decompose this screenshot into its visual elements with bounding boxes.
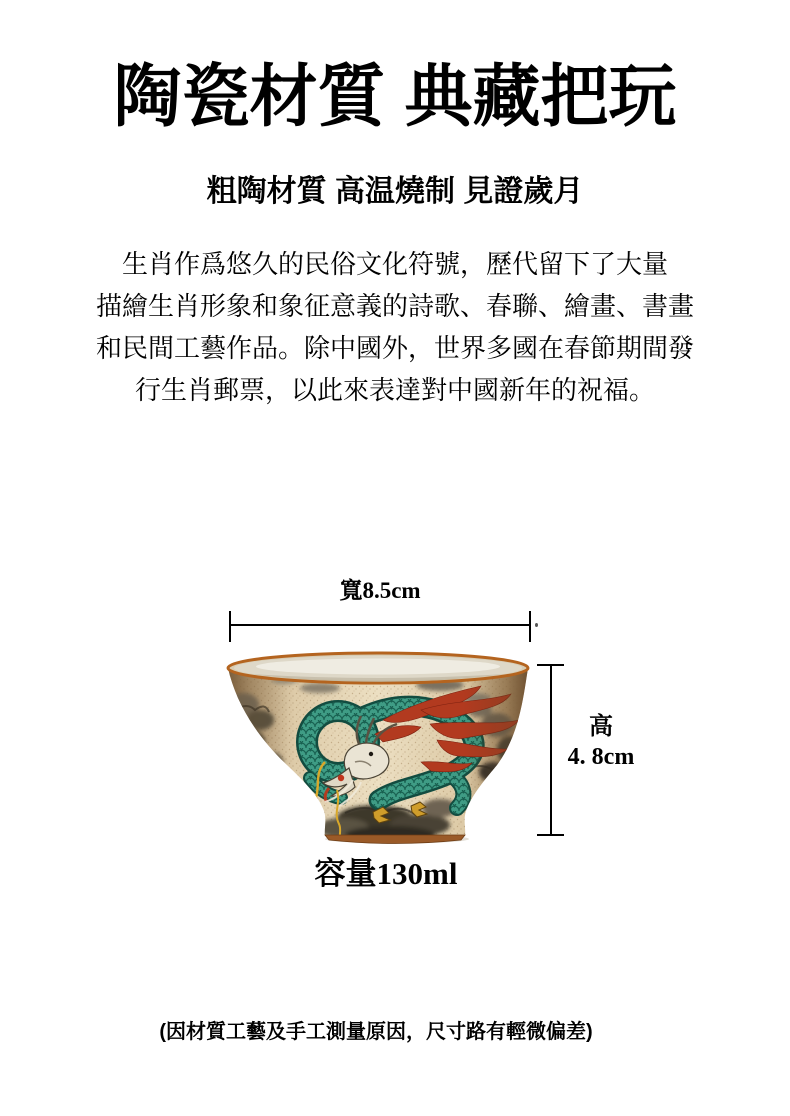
dimension-bar-vertical [550,664,552,836]
cup-rim [228,653,528,683]
description-line: 行生肖郵票，以此來表達對中國新年的祝福。 [134,376,655,405]
dimension-tick-bottom [537,834,564,836]
page-title: 陶瓷材質 典藏把玩 [113,59,677,135]
left-shade [225,665,295,845]
height-label-title: 高 [589,714,613,740]
dimension-tick-left [229,611,231,642]
capacity-label: 容量130ml [314,856,458,891]
height-label-value: 4. 8cm [567,744,635,770]
description-line: 生肖作爲悠久的民俗文化符號，歷代留下了大量 [121,250,668,279]
dimension-tick-right [529,611,531,642]
teacup-photo [225,650,533,845]
disclaimer-note: (因材質工藝及手工測量原因，尺寸路有輕微偏差) [159,1021,593,1043]
description-paragraph [0,244,790,412]
stray-dot [535,623,538,627]
description-line: 描繪生肖形象和象征意義的詩歌、春聯、繪畫、書畫 [95,292,694,321]
width-dimension-line [229,611,531,642]
description-line: 和民間工藝作品。除中國外，世界多國在春節期間發 [95,334,694,363]
width-dimension-label: 寬8.5cm [339,578,421,603]
height-dimension-label [556,712,646,772]
page-subtitle: 粗陶材質 高温燒制 見證歲月 [206,175,584,208]
right-shade [463,665,533,845]
dimension-bar-horizontal [229,624,531,626]
